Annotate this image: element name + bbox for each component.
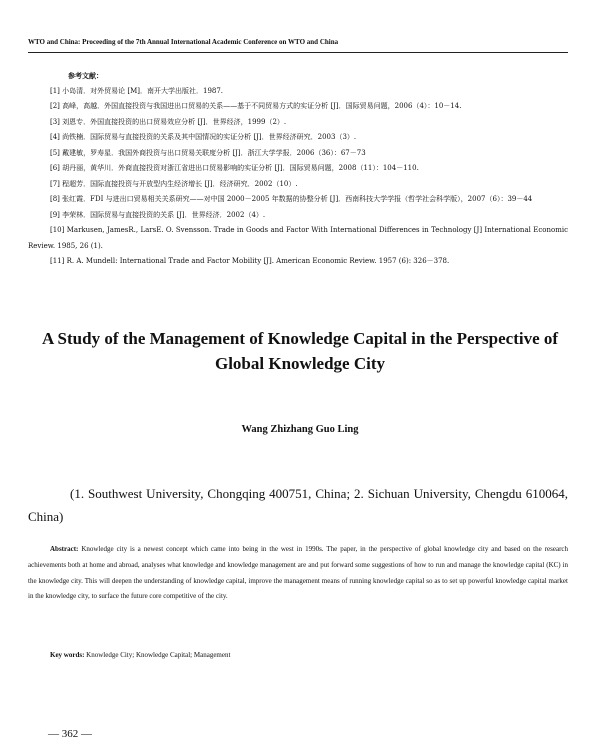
reference-item: [3] 刘恩专．外国直接投资的出口贸易效应分析 [J]．世界经济，1999（2）. [50,117,287,126]
references-section [28,68,568,270]
reference-item: [6] 胡丹丽，黄华川．外商直接投资对浙江省进出口贸易影响的实证分析 [J]．国际贸易问题，2008（11）：104－110. [50,164,419,172]
abstract-label: Abstract: [50,545,79,553]
reference-item: [8] 张红霞．FDI 与进出口贸易相关关系研究——对中国 2000－2005 年数据的协整分析 [J]．西南科技大学学报（哲学社会科学版），2007（6）：39－44 [50,195,533,203]
page-number: — 362 — [48,728,92,740]
abstract-text: Knowledge city is a newest concept which came into being in the west in 1990s. The paper, in the perspective of global knowledge city and based on the research achievements both at home and abroad, analyses what knowledge and knowledge management are and put forward some suggestions of how to run and manage the knowledge capital (KC) in the knowledge city. This will deepen the understanding of knowledge capital, improve the management means of running knowledge capital so as to set up powerful knowledge capital market in the knowledge city, to surface the future core competitive of the city. [28,545,569,601]
paper-authors: Wang Zhizhang Guo Ling [241,424,359,435]
references-title: 参考文献： [68,71,103,80]
keywords [28,651,568,659]
reference-item: [11] R. A. Mundell: International Trade and Factor Mobility [J]. American Economic Review. 1957 (6): 326－378. [50,257,450,265]
keywords-label: Key words: [50,651,85,659]
abstract [28,542,568,605]
reference-item: [5] 戴建敏，罗寿星．我国外商投资与出口贸易关联度分析 [J]．浙江大学学报．2006（36）：67－73 [50,148,366,157]
header-rule [28,52,568,53]
reference-item: [4] 尚铁楠．国际贸易与直接投资的关系及其中国情况的实证分析 [J]．世界经济研究．2003（3）. [50,133,357,141]
reference-item: [10] Markusen, JamesR., LarsE. O. Svensson. Trade in Goods and Factor With International Differences in Technology [J] International Economic Review. 1985, 26 (1). [28,226,568,250]
author-affiliation: (1. Southwest University, Chongqing 400751, China; 2. Sichuan University, Chengdu 610064, China) [28,486,568,524]
running-head: WTO and China: Proceeding of the 7th Annual International Academic Conference on WTO and China [28,38,339,46]
reference-item: [9] 李荣林．国际贸易与直接投资的关系 [J]．世界经济．2002（4）. [50,210,266,219]
reference-item: [2] 高峰，高越．外国直接投资与我国进出口贸易的关系——基于不同贸易方式的实证分析 [J]．国际贸易问题，2006（4）：10－14. [50,102,462,110]
reference-item: [1] 小岛清．对外贸易论 [M]．南开大学出版社．1987. [50,86,224,95]
keywords-text: Knowledge City; Knowledge Capital; Management [86,651,231,659]
paper-title: A Study of the Management of Knowledge Capital in the Perspective of Global Knowledge City [41,329,559,373]
reference-item: [7] 程超芳．国际直接投资与开放型内生经济增长 [J]．经济研究．2002（10）. [50,179,298,188]
